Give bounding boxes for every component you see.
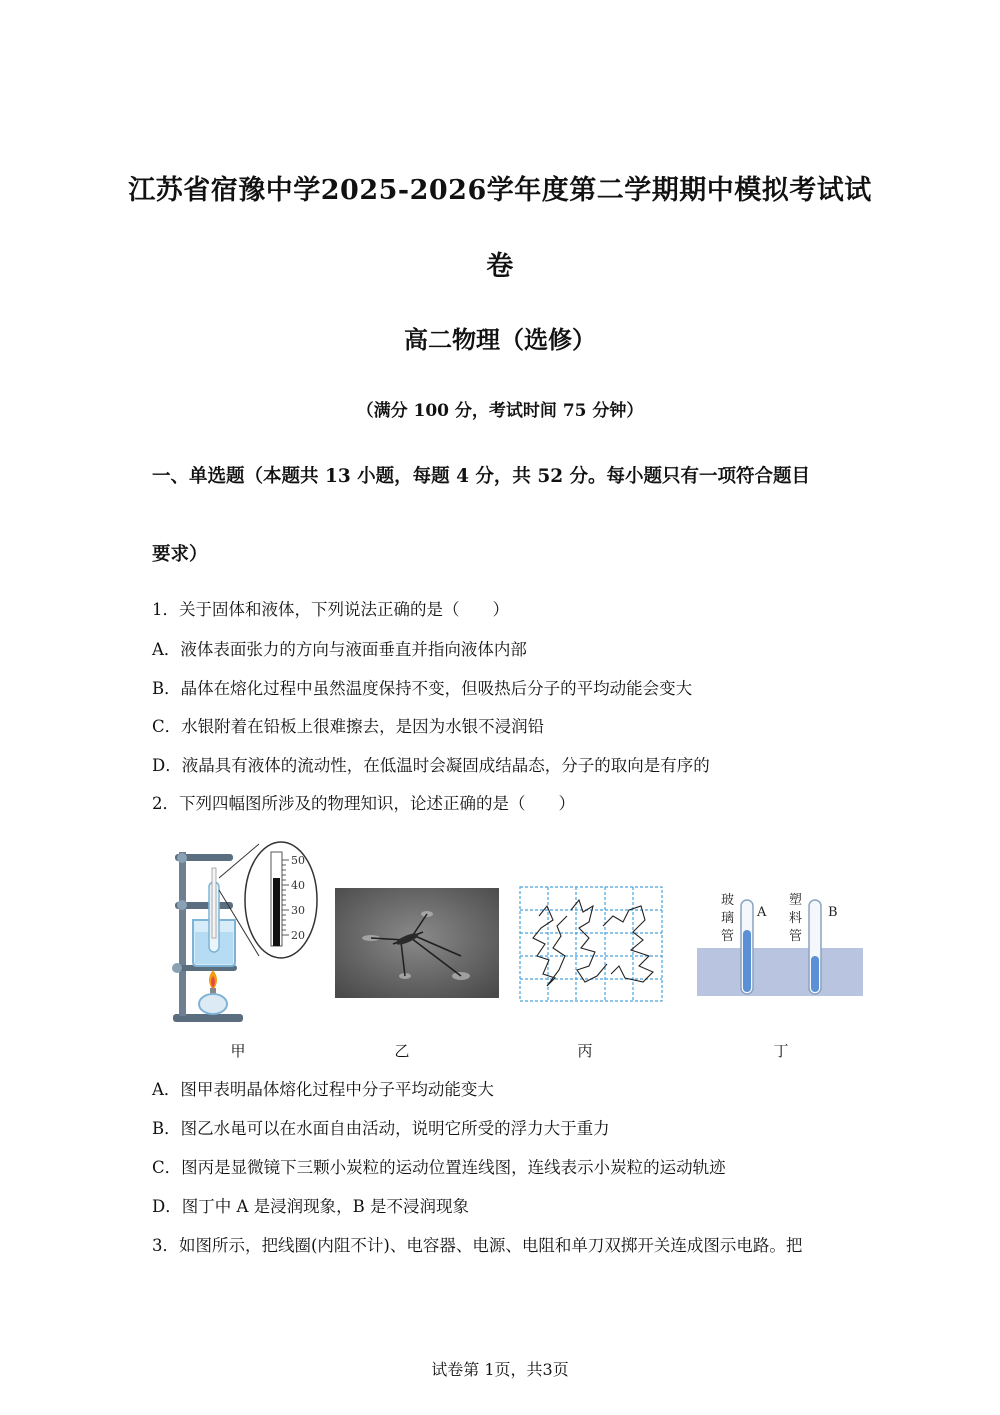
alcohol-lamp (199, 994, 227, 1014)
particle-path-3 (603, 906, 653, 982)
q2-option-b: B．图乙水黾可以在水面自由活动，说明它所受的浮力大于重力 (152, 1119, 610, 1138)
q1-option-c: C．水银附着在铅板上很难擦去，是因为水银不浸润铅 (152, 717, 545, 736)
clamp-knob (177, 900, 187, 910)
tube-a-label: A (757, 905, 767, 920)
page-number: 试卷第 1页，共3页 (431, 1360, 569, 1379)
q1-option-a: A．液体表面张力的方向与液面垂直并指向液体内部 (152, 640, 527, 659)
caption-yi: 乙 (394, 1042, 410, 1060)
figure-ding-capillary-tubes (697, 886, 863, 998)
glass-tube-liquid (743, 930, 751, 992)
stand-pole (179, 852, 186, 1016)
mercury-column (273, 878, 280, 946)
water-trough (697, 948, 863, 996)
figure-yi-water-strider-photo (335, 888, 499, 998)
tick-label: 40 (291, 879, 305, 892)
plastic-tube-liquid (811, 956, 819, 992)
tube-b-label: B (828, 905, 838, 920)
q1-option-b: B．晶体在熔化过程中虽然温度保持不变，但吸热后分子的平均动能会变大 (152, 679, 693, 698)
section-heading-line1: 一、单选题（本题共 13 小题，每题 4 分，共 52 分。每小题只有一项符合题目 (152, 466, 811, 487)
section-heading-line2: 要求） (152, 544, 208, 565)
caption-jia: 甲 (230, 1042, 246, 1060)
q2-option-c: C．图丙是显微镜下三颗小炭粒的运动位置连线图，连线表示小炭粒的运动轨迹 (152, 1158, 726, 1177)
caption-bing: 丙 (577, 1042, 593, 1060)
exam-note: （满分 100 分，考试时间 75 分钟） (356, 401, 644, 421)
figure-bing-brownian-motion-grid (519, 886, 663, 1002)
q2-option-d: D．图丁中 A 是浸润现象，B 是不浸润现象 (152, 1197, 470, 1216)
figure-jia-heating-apparatus (165, 838, 325, 1030)
tick-label: 20 (291, 929, 305, 942)
q1-stem: 1．关于固体和液体，下列说法正确的是（ ） (152, 600, 509, 619)
tube-a-text: 璃 (721, 911, 735, 926)
tick-label: 30 (291, 904, 305, 917)
subject-title: 高二物理（选修） (404, 325, 596, 354)
tube-a-text: 玻 (721, 893, 735, 908)
caption-ding: 丁 (773, 1042, 789, 1060)
particle-path-1 (533, 906, 567, 986)
q1-option-d: D．液晶具有液体的流动性，在低温时会凝固成结晶态，分子的取向是有序的 (152, 756, 710, 775)
q3-stem: 3．如图所示，把线圈(内阻不计)、电容器、电源、电阻和单刀双掷开关连成图示电路。把 (152, 1236, 803, 1255)
small-thermometer (212, 868, 216, 938)
tube-b-text: 管 (789, 929, 803, 944)
clamp-knob (172, 963, 182, 973)
exam-title-line1: 江苏省宿豫中学2025-2026学年度第二学期期中模拟考试试 (128, 175, 872, 206)
exam-title-line2: 卷 (486, 251, 514, 282)
clamp-knob (177, 853, 187, 863)
q2-stem: 2．下列四幅图所涉及的物理知识，论述正确的是（ ） (152, 794, 575, 813)
tube-a-text: 管 (721, 929, 735, 944)
q2-option-a: A．图甲表明晶体熔化过程中分子平均动能变大 (152, 1080, 494, 1099)
tick-label: 50 (291, 854, 305, 867)
tube-b-text: 塑 (789, 893, 803, 908)
tube-b-text: 料 (789, 911, 803, 926)
